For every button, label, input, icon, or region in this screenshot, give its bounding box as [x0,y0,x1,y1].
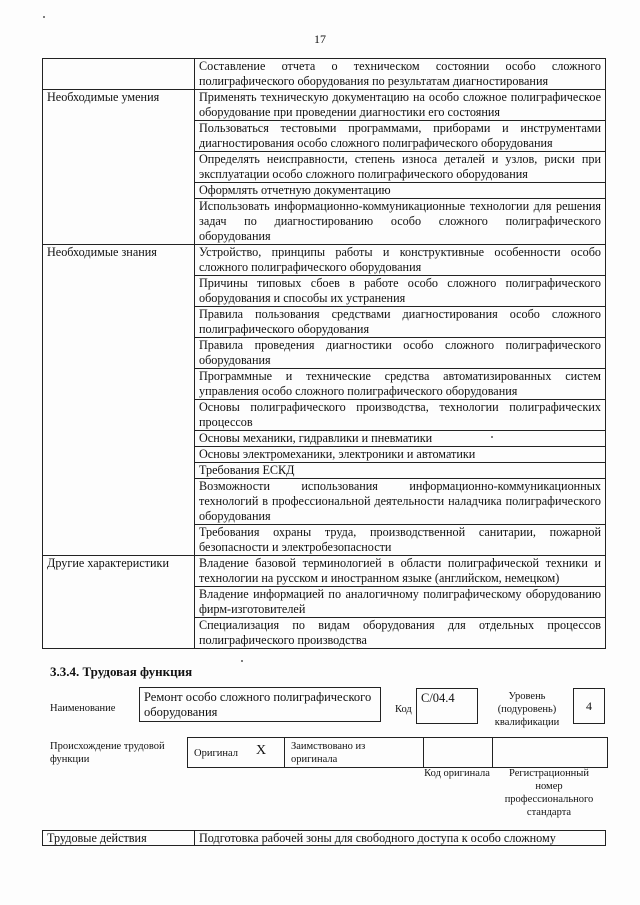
row-item: Определять неисправности, степень износа деталей и узлов, риски при эксплуатации особо сложного полиграфического оборудования [195,152,606,183]
row-item: Основы механики, гидравлики и пневматики [195,431,606,447]
row-item: Программные и технические средства автоматизированных систем управления особо сложного полиграфического оборудования [195,369,606,400]
row-item: Владение базовой терминологией в области полиграфической техники и технологии на русском и иностранном языке (английском, немецком) [195,556,606,587]
row-item: Основы электромеханики, электроники и автоматики [195,447,606,463]
table-row [43,556,606,587]
borrowed-cell [284,737,424,768]
origin-label: Происхождение трудовой функции [50,741,165,765]
row-item: Причины типовых сбоев в работе особо сложного полиграфического оборудования и способы их устранения [195,276,606,307]
function-name-box: Ремонт особо сложного полиграфического оборудования [139,687,381,722]
code-original-cell [423,737,493,768]
row-item: Применять техническую документацию на особо сложное полиграфическое оборудование при проведении диагностики его состояния [195,90,606,121]
reg-number-cell [492,737,608,768]
row-category: Необходимые умения [43,90,195,245]
row-item: Составление отчета о техническом состоянии особо сложного полиграфического оборудования по результатам диагностирования [195,59,606,90]
row-item: Специализация по видам оборудования для отдельных процессов полиграфического производства [195,618,606,649]
labor-actions-table [42,830,606,846]
table-row [43,90,606,121]
row-item: Устройство, принципы работы и конструктивные особенности особо сложного полиграфического оборудования [195,245,606,276]
row-item: Правила пользования средствами диагностирования особо сложного полиграфического оборудования [195,307,606,338]
row-category: Другие характеристики [43,556,195,649]
table-row [43,245,606,276]
level-box: 4 [573,688,605,724]
row-category [43,59,195,90]
reg-number-caption: Регистрационный номер профессионального стандарта [504,768,594,818]
competency-table [42,58,606,649]
original-cell [187,737,285,768]
row-item: Использовать информационно-коммуникационные технологии для решения задач по диагностированию особо сложного полиграфического оборудования [195,199,606,245]
scan-speck [43,16,45,18]
row-item: Оформлять отчетную документацию [195,183,606,199]
scan-speck [241,660,243,662]
row-item: Владение информацией по аналогичному полиграфическому оборудованию фирм-изготовителей [195,587,606,618]
page-number: 17 [314,32,326,46]
row-item: Основы полиграфического производства, технологии полиграфических процессов [195,400,606,431]
code-original-caption: Код оригинала [424,768,490,779]
original-label: Оригинал [194,748,238,759]
labor-actions-label: Трудовые действия [43,831,195,846]
row-item: Требования охраны труда, производственной санитарии, пожарной безопасности и электробезопасности [195,525,606,556]
row-item: Требования ЕСКД [195,463,606,479]
name-label: Наименование [50,703,116,714]
row-category: Необходимые знания [43,245,195,556]
code-label: Код [395,704,412,715]
row-item: Возможности использования информационно-коммуникационных технологий в профессиональной деятельности наладчика полиграфического оборудования [195,479,606,525]
section-title: 3.3.4. Трудовая функция [50,664,193,679]
table-row [43,59,606,90]
level-label: Уровень (подуровень) квалификации [494,691,560,728]
borrowed-label: Заимствовано из оригинала [291,741,366,765]
row-item: Правила проведения диагностики особо сложного полиграфического оборудования [195,338,606,369]
row-item: Пользоваться тестовыми программами, приборами и инструментами диагностирования особо сложного полиграфического оборудования [195,121,606,152]
function-code-box: C/04.4 [416,688,478,724]
labor-actions-text: Подготовка рабочей зоны для свободного доступа к особо сложному [195,831,606,846]
original-mark: X [256,743,267,758]
scan-speck [491,436,493,438]
